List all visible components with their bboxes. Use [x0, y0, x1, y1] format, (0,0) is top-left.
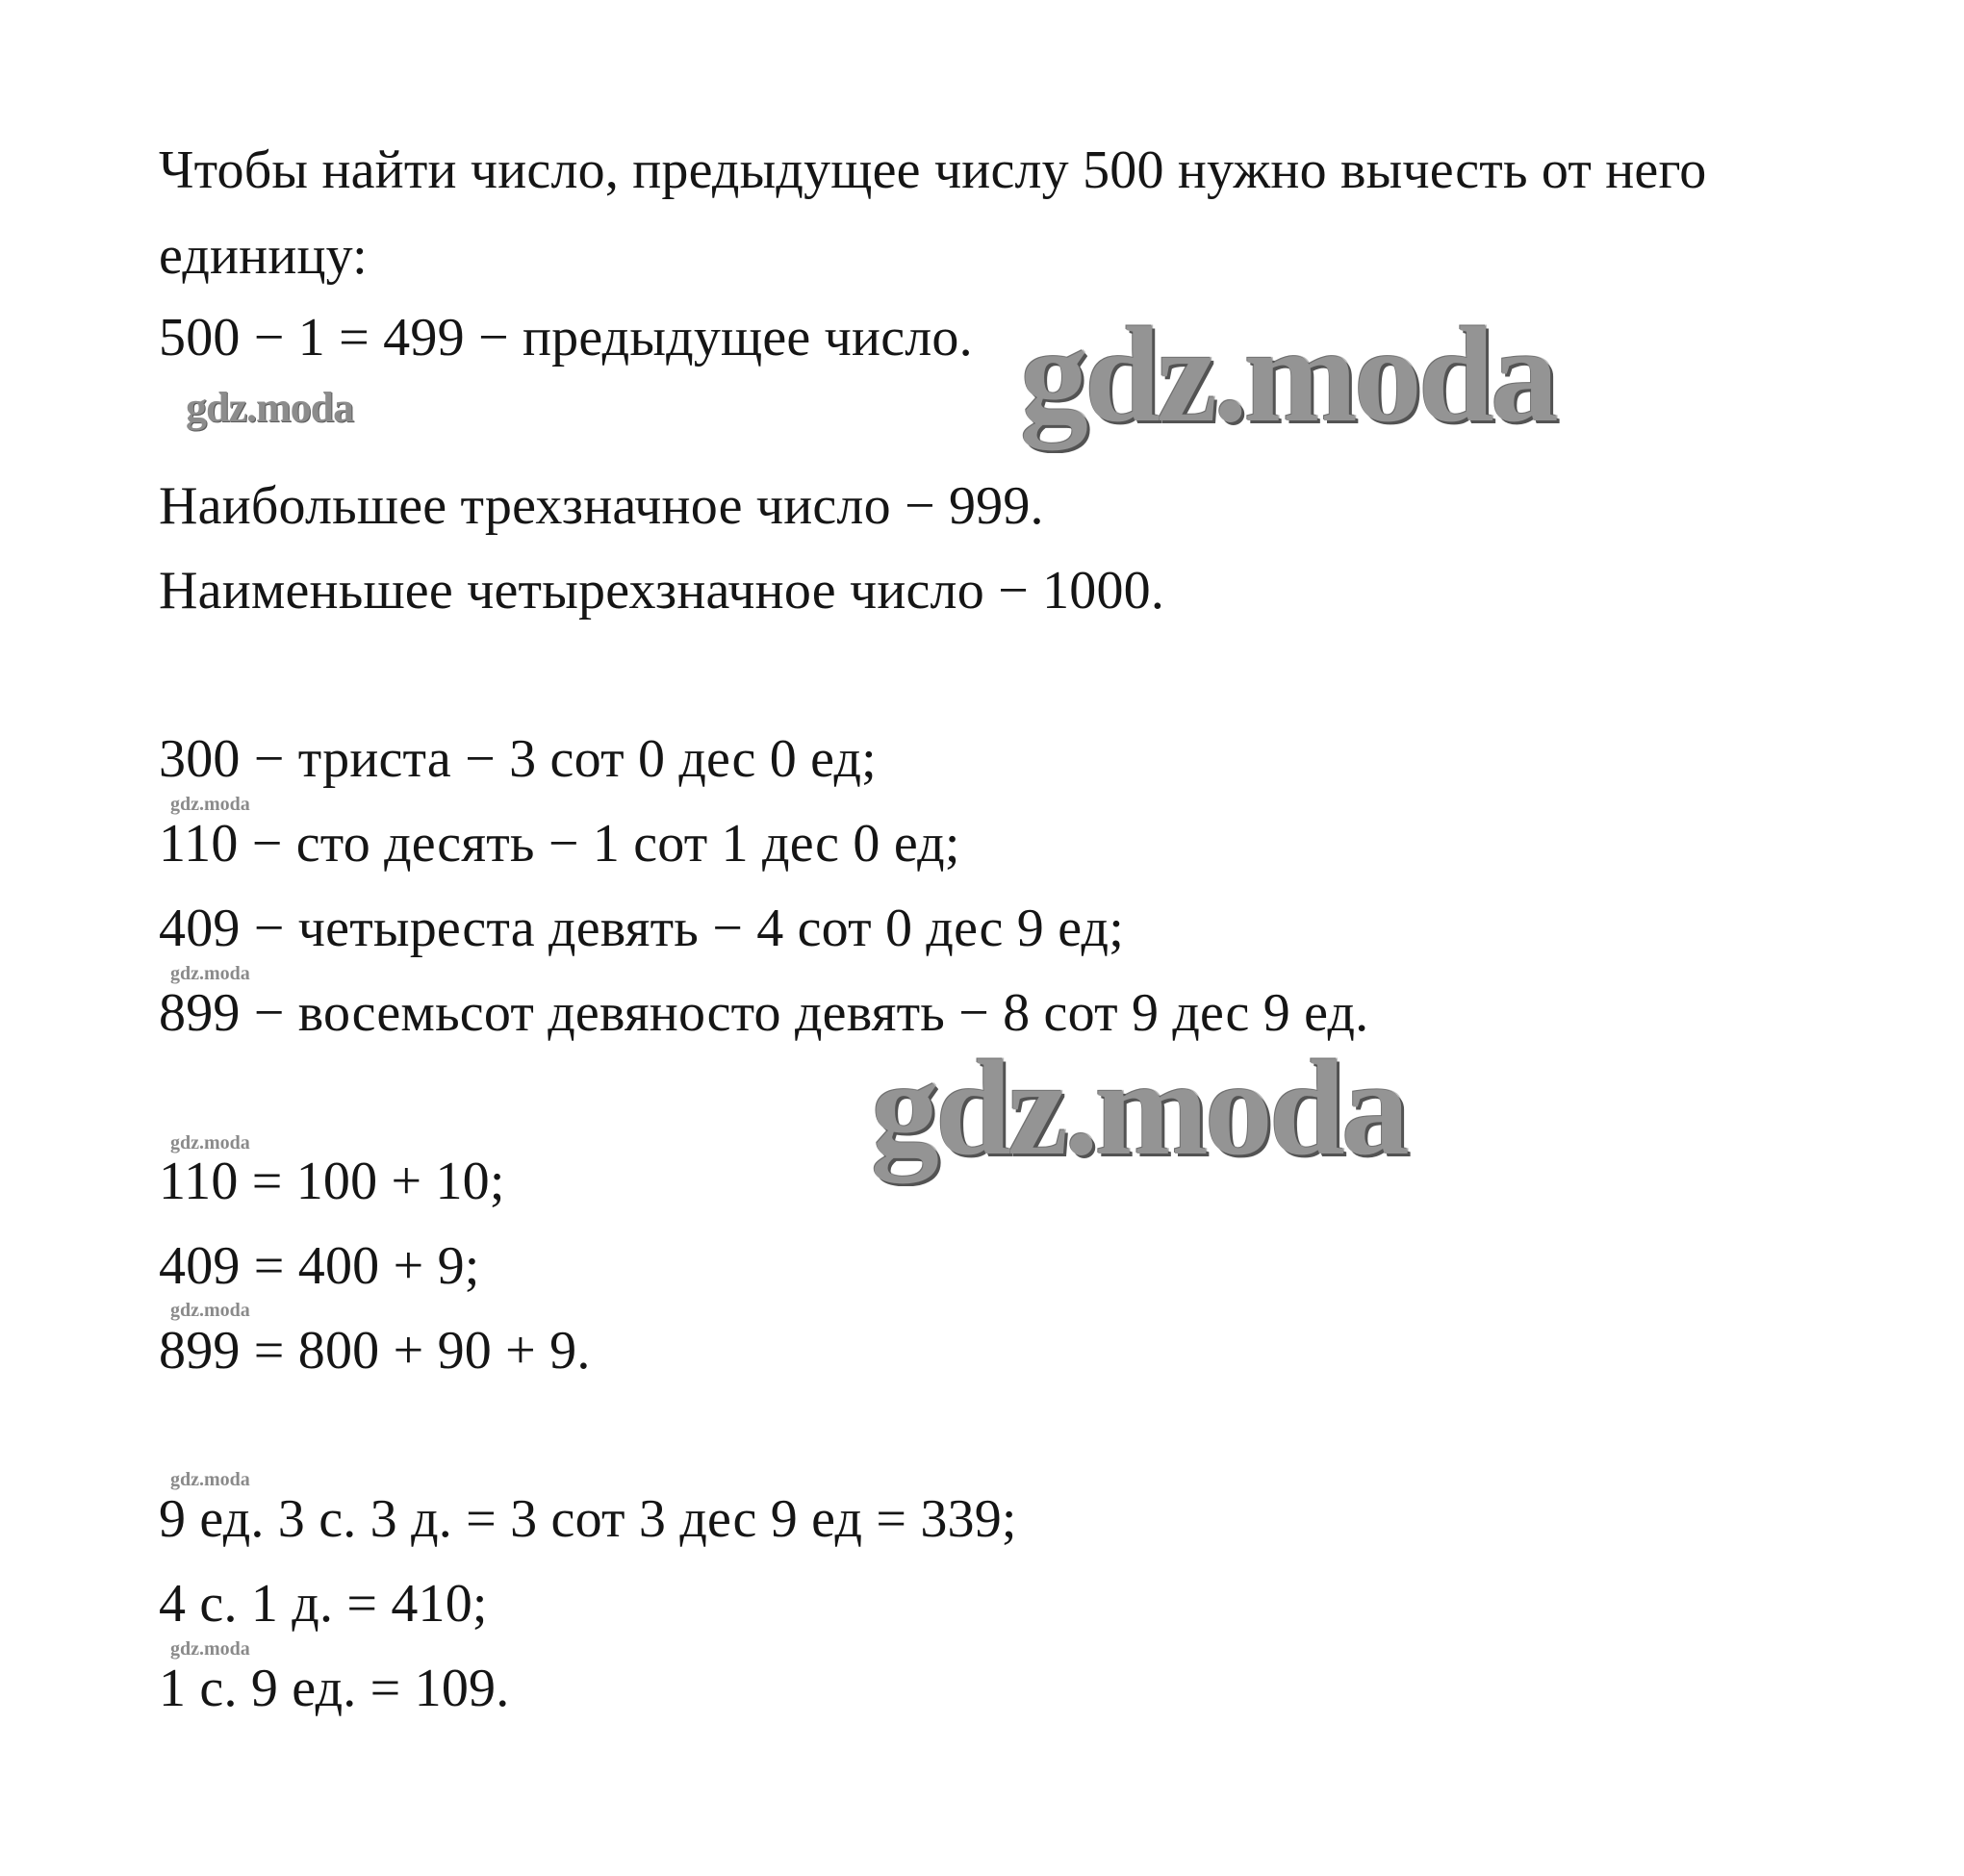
text-line-10: 110 = 100 + 10; — [159, 1152, 505, 1211]
watermark-small-2: gdz.moda — [170, 963, 250, 984]
text-line-14: 4 с. 1 д. = 410; — [159, 1574, 488, 1634]
watermark-large-middle: gdz.moda — [871, 1031, 1406, 1183]
text-line-11: 409 = 400 + 9; — [159, 1236, 480, 1296]
watermark-small-4: gdz.moda — [170, 1300, 250, 1321]
text-line-15: 1 с. 9 ед. = 109. — [159, 1659, 510, 1718]
text-line-8: 409 − четыреста девять − 4 сот 0 дес 9 ед; — [159, 899, 1124, 958]
watermark-medium: gdz.moda — [186, 384, 354, 431]
text-line-4: Наибольшее трехзначное число − 999. — [159, 476, 1044, 536]
watermark-small-1: gdz.moda — [170, 794, 250, 815]
text-line-7: 110 − сто десять − 1 сот 1 дес 0 ед; — [159, 814, 960, 874]
text-line-13: 9 ед. 3 с. 3 д. = 3 сот 3 дес 9 ед = 339; — [159, 1489, 1017, 1549]
text-line-3: 500 − 1 = 499 − предыдущее число. — [159, 308, 973, 368]
text-line-5: Наименьшее четырехзначное число − 1000. — [159, 561, 1165, 621]
watermark-large-top: gdz.moda — [1020, 298, 1555, 450]
text-line-1: Чтобы найти число, предыдущее числу 500 нужно вычесть от него — [159, 140, 1707, 200]
text-line-9: 899 − восемьсот девяносто девять − 8 сот 9 дес 9 ед. — [159, 983, 1369, 1043]
watermark-small-5: gdz.moda — [170, 1469, 250, 1490]
text-line-6: 300 − триста − 3 сот 0 дес 0 ед; — [159, 729, 877, 789]
text-line-12: 899 = 800 + 90 + 9. — [159, 1321, 591, 1381]
watermark-small-6: gdz.moda — [170, 1638, 250, 1660]
watermark-small-3: gdz.moda — [170, 1132, 250, 1153]
text-line-2: единицу: — [159, 226, 368, 286]
